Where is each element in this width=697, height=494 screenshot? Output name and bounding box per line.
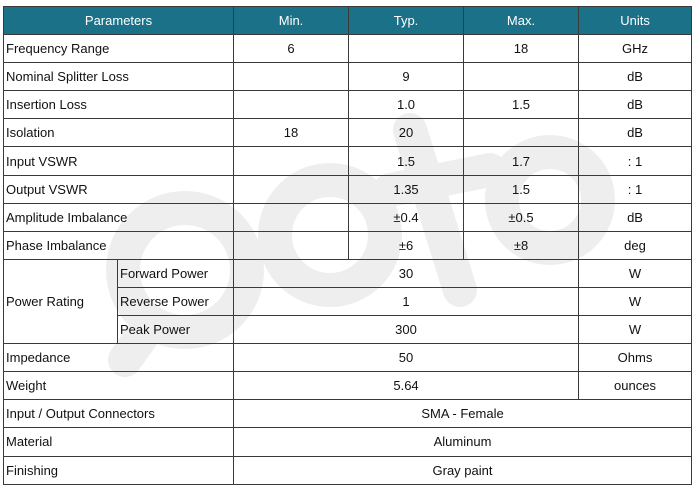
peak-power-label: Peak Power [118,316,234,344]
min-value [234,91,349,119]
spec-table-container [3,6,691,485]
max-value: ±8 [464,231,579,259]
material-value: Aluminum [234,428,692,456]
reverse-power-unit: W [579,287,692,315]
weight-unit: ounces [579,372,692,400]
forward-power-label: Forward Power [118,259,234,287]
table-row [4,428,692,456]
table-row [4,91,692,119]
header-units: Units [579,7,692,35]
row-label: Input VSWR [4,147,234,175]
table-row [4,35,692,63]
unit-value: GHz [579,35,692,63]
row-label: Nominal Splitter Loss [4,63,234,91]
header-typ: Typ. [349,7,464,35]
typ-value [349,35,464,63]
row-label: Phase Imbalance [4,231,234,259]
unit-value: : 1 [579,175,692,203]
typ-value: 1.5 [349,147,464,175]
finishing-value: Gray paint [234,456,692,484]
material-label: Material [4,428,234,456]
power-rating-label: Power Rating [4,259,118,343]
table-row [4,231,692,259]
weight-label: Weight [4,372,234,400]
specifications-table [3,6,692,485]
forward-power-value: 30 [234,259,579,287]
max-value: ±0.5 [464,203,579,231]
unit-value: : 1 [579,147,692,175]
typ-value: ±0.4 [349,203,464,231]
typ-value: 20 [349,119,464,147]
impedance-unit: Ohms [579,344,692,372]
unit-value: dB [579,91,692,119]
peak-power-value: 300 [234,316,579,344]
row-label: Frequency Range [4,35,234,63]
table-row [4,119,692,147]
max-value: 1.7 [464,147,579,175]
max-value: 18 [464,35,579,63]
impedance-value: 50 [234,344,579,372]
table-row [4,147,692,175]
max-value: 1.5 [464,175,579,203]
table-row [4,400,692,428]
impedance-label: Impedance [4,344,234,372]
header-min: Min. [234,7,349,35]
unit-value: dB [579,203,692,231]
row-label: Isolation [4,119,234,147]
max-value [464,63,579,91]
finishing-label: Finishing [4,456,234,484]
max-value [464,119,579,147]
unit-value: dB [579,63,692,91]
table-row [4,203,692,231]
min-value [234,147,349,175]
typ-value: 1.35 [349,175,464,203]
min-value: 18 [234,119,349,147]
table-row [4,372,692,400]
typ-value: ±6 [349,231,464,259]
typ-value: 1.0 [349,91,464,119]
unit-value: deg [579,231,692,259]
weight-value: 5.64 [234,372,579,400]
peak-power-unit: W [579,316,692,344]
unit-value: dB [579,119,692,147]
typ-value: 9 [349,63,464,91]
table-row [4,259,692,287]
table-row [4,344,692,372]
min-value [234,231,349,259]
connectors-label: Input / Output Connectors [4,400,234,428]
min-value [234,175,349,203]
table-row [4,175,692,203]
header-parameters: Parameters [4,7,234,35]
connectors-value: SMA - Female [234,400,692,428]
header-max: Max. [464,7,579,35]
row-label: Output VSWR [4,175,234,203]
table-row [4,63,692,91]
table-row [4,456,692,484]
min-value [234,63,349,91]
row-label: Amplitude Imbalance [4,203,234,231]
reverse-power-value: 1 [234,287,579,315]
header-row [4,7,692,35]
forward-power-unit: W [579,259,692,287]
row-label: Insertion Loss [4,91,234,119]
max-value: 1.5 [464,91,579,119]
reverse-power-label: Reverse Power [118,287,234,315]
min-value [234,203,349,231]
min-value: 6 [234,35,349,63]
